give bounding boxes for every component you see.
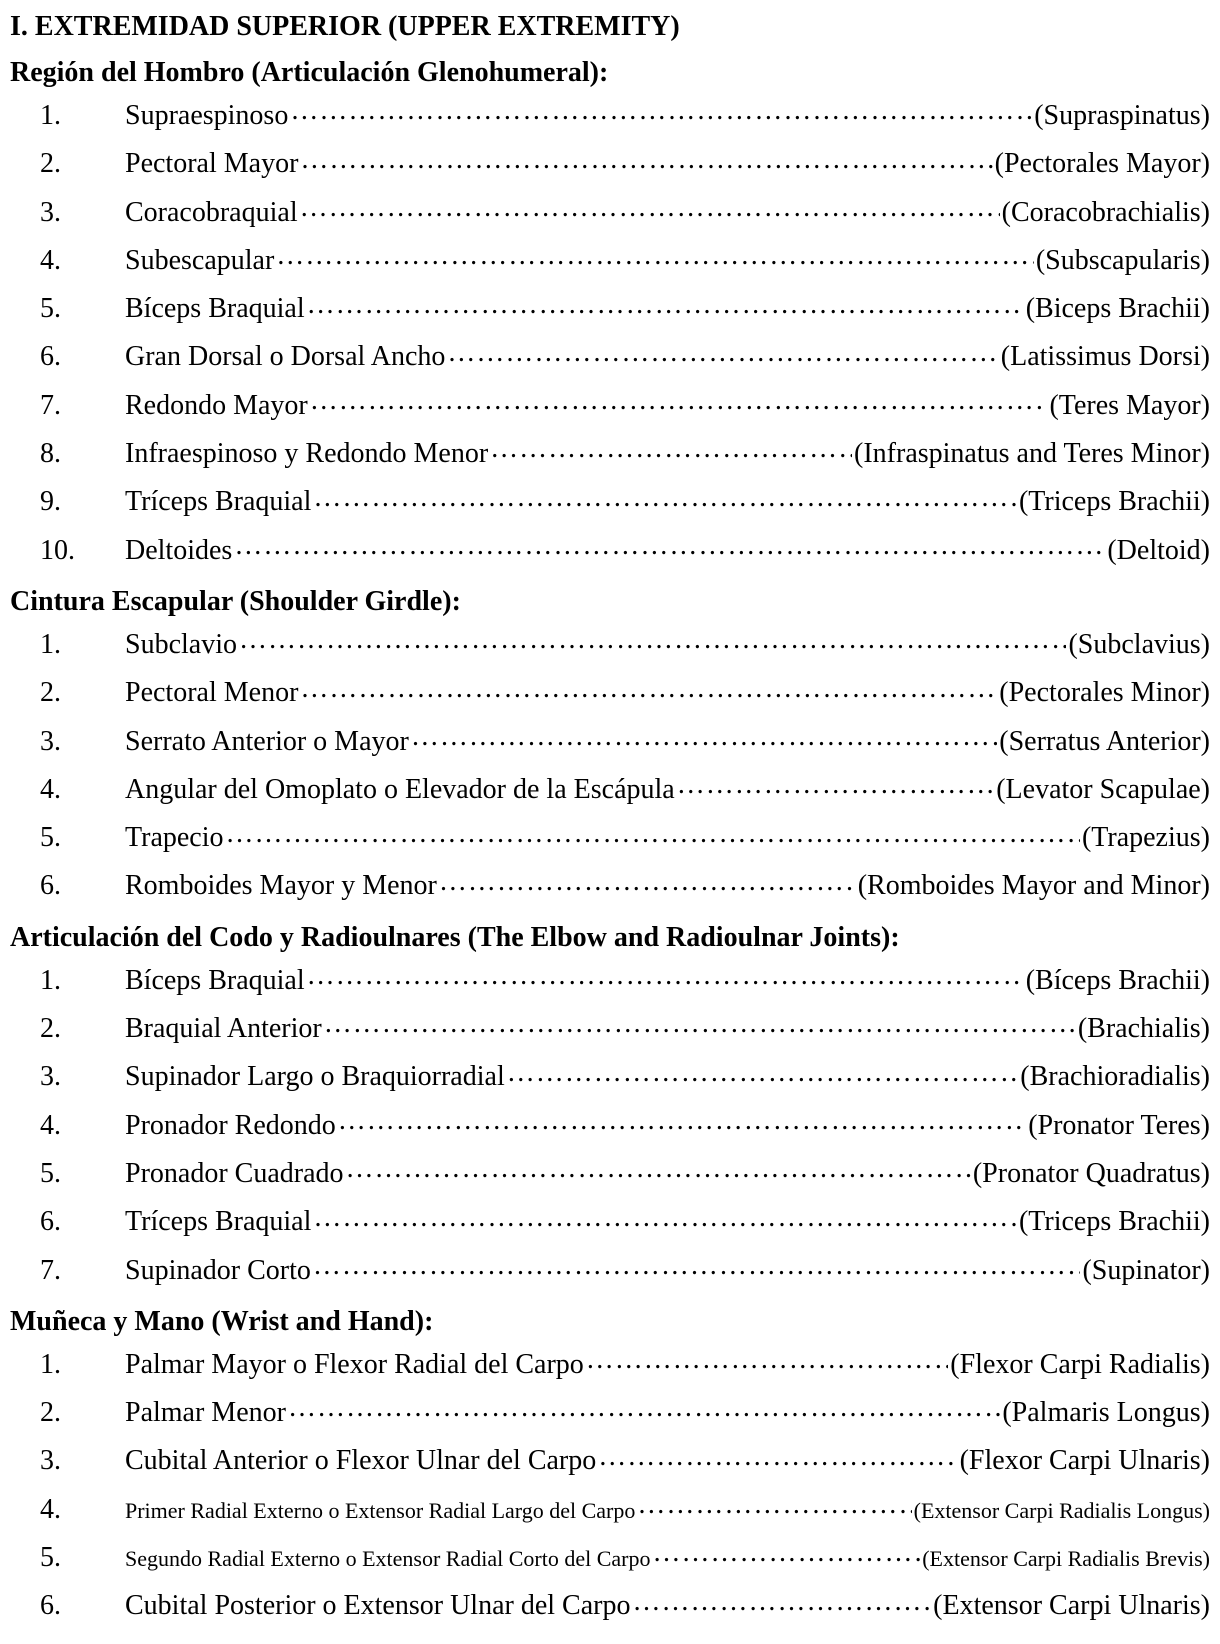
- english-name: (Supraspinatus): [1034, 100, 1210, 131]
- item-number: 5.: [40, 1542, 61, 1574]
- dot-leader: [338, 1106, 1026, 1134]
- english-name: (Bíceps Brachii): [1025, 964, 1210, 996]
- section-heading: Muñeca y Mano (Wrist and Hand):: [10, 1305, 434, 1337]
- dot-leader: [313, 1202, 1017, 1230]
- item-number: 1.: [40, 1348, 61, 1380]
- list-item: [10, 625, 1210, 673]
- english-name: (Pronator Quadratus): [972, 1157, 1210, 1189]
- dot-leader: [632, 1586, 931, 1614]
- item-number: 6.: [40, 1206, 61, 1238]
- list-item: [10, 531, 1210, 579]
- item-number: 1.: [40, 628, 61, 660]
- item-number: 4.: [40, 1493, 61, 1525]
- english-name: (Triceps Brachii): [1018, 486, 1210, 518]
- dot-leader: [439, 866, 856, 894]
- sections-container: [10, 50, 1210, 1635]
- english-name: (Palmaris Longus): [1002, 1397, 1210, 1429]
- english-name: (Levator Scapulae): [996, 773, 1210, 805]
- list-item: [10, 144, 1210, 192]
- spanish-name: Pronador Cuadrado: [125, 1157, 344, 1189]
- english-name: (Romboides Mayor and Minor): [857, 870, 1210, 902]
- item-number: 3.: [40, 1061, 61, 1093]
- document-title: I. EXTREMIDAD SUPERIOR (UPPER EXTREMITY): [10, 11, 680, 42]
- item-number: 3.: [40, 725, 61, 757]
- english-name: (Supinator): [1082, 1254, 1210, 1286]
- dot-leader: [288, 1393, 1000, 1421]
- spanish-name: Pronador Redondo: [125, 1109, 336, 1141]
- item-number: 1.: [40, 100, 61, 131]
- list-item: [10, 1202, 1210, 1250]
- dot-leader: [310, 386, 1048, 414]
- spanish-name: Tríceps Braquial: [125, 1206, 312, 1238]
- dot-leader: [313, 1251, 1081, 1279]
- item-number: 4.: [40, 244, 61, 276]
- item-number: 2.: [40, 677, 61, 709]
- spanish-name: Trapecio: [125, 822, 224, 854]
- spanish-name: Braquial Anterior: [125, 1013, 322, 1045]
- list-item: [10, 961, 1210, 1009]
- english-name: (Pectorales Minor): [999, 677, 1210, 709]
- item-number: 4.: [40, 1109, 61, 1141]
- spanish-name: Palmar Mayor o Flexor Radial del Carpo: [125, 1348, 584, 1380]
- list-item: [10, 1393, 1210, 1441]
- english-name: (Subclavius): [1068, 628, 1210, 660]
- item-number: 6.: [40, 1590, 61, 1622]
- item-number: 9.: [40, 486, 61, 518]
- item-number: 10.: [40, 534, 75, 566]
- list-item: [10, 1154, 1210, 1202]
- list-item: [10, 289, 1210, 337]
- list-item: [10, 1009, 1210, 1057]
- english-name: (Latissimus Dorsi): [1000, 341, 1210, 373]
- dot-leader: [411, 722, 997, 750]
- item-number: 2.: [40, 148, 61, 180]
- spanish-name: Subescapular: [125, 244, 275, 276]
- spanish-name: Cubital Posterior o Extensor Ulnar del Carpo: [125, 1590, 631, 1622]
- list-item: [10, 1441, 1210, 1489]
- item-number: 2.: [40, 1013, 61, 1045]
- spanish-name: Bíceps Braquial: [125, 964, 305, 996]
- item-number: 8.: [40, 438, 61, 470]
- spanish-name: Supraespinoso: [125, 100, 289, 131]
- section-heading: Región del Hombro (Articulación Glenohumeral):: [10, 57, 609, 88]
- english-name: (Extensor Carpi Radialis Longus): [913, 1497, 1210, 1523]
- item-number: 7.: [40, 1254, 61, 1286]
- list-item: [10, 1490, 1210, 1538]
- english-name: (Subscapularis): [1035, 244, 1210, 276]
- list-item: [10, 866, 1210, 914]
- item-number: 2.: [40, 1397, 61, 1429]
- spanish-name: Supinador Corto: [125, 1254, 311, 1286]
- english-name: (Triceps Brachii): [1018, 1206, 1210, 1238]
- dot-leader: [234, 531, 1105, 559]
- list-item: [10, 673, 1210, 721]
- list-item: [10, 434, 1210, 482]
- spanish-name: Supinador Largo o Braquiorradial: [125, 1061, 505, 1093]
- english-name: (Pectorales Mayor): [994, 148, 1210, 180]
- english-name: (Extensor Carpi Radialis Brevis): [922, 1546, 1210, 1572]
- item-number: 5.: [40, 293, 61, 325]
- dot-leader: [307, 289, 1024, 317]
- english-name: (Brachioradialis): [1020, 1061, 1210, 1093]
- dot-leader: [290, 96, 1032, 124]
- dot-leader: [652, 1538, 920, 1566]
- english-name: (Flexor Carpi Radialis): [950, 1348, 1210, 1380]
- dot-leader: [300, 193, 1000, 221]
- dot-leader: [300, 673, 997, 701]
- dot-leader: [507, 1057, 1019, 1085]
- english-name: (Teres Mayor): [1049, 389, 1210, 421]
- dot-leader: [324, 1009, 1076, 1037]
- dot-leader: [447, 337, 998, 365]
- section-heading: Cintura Escapular (Shoulder Girdle):: [10, 585, 461, 617]
- list-item: [10, 1586, 1210, 1634]
- english-name: (Brachialis): [1077, 1013, 1210, 1045]
- dot-leader: [307, 961, 1024, 989]
- list-item: [10, 1538, 1210, 1586]
- dot-leader: [490, 434, 852, 462]
- english-name: (Pronator Teres): [1028, 1109, 1210, 1141]
- spanish-name: Tríceps Braquial: [125, 486, 312, 518]
- spanish-name: Coracobraquial: [125, 196, 298, 228]
- list-item: [10, 386, 1210, 434]
- list-item: [10, 482, 1210, 530]
- english-name: (Biceps Brachii): [1025, 293, 1210, 325]
- item-number: 3.: [40, 1445, 61, 1477]
- dot-leader: [586, 1345, 948, 1373]
- list-item: [10, 241, 1210, 289]
- spanish-name: Palmar Menor: [125, 1397, 286, 1429]
- list-item: [10, 193, 1210, 241]
- english-name: (Flexor Carpi Ulnaris): [959, 1445, 1210, 1477]
- dot-leader: [300, 144, 992, 172]
- spanish-name: Pectoral Menor: [125, 677, 299, 709]
- item-number: 6.: [40, 341, 61, 373]
- spanish-name: Primer Radial Externo o Extensor Radial Largo del Carpo: [125, 1497, 636, 1523]
- dot-leader: [637, 1490, 911, 1518]
- list-item: [10, 1345, 1210, 1393]
- english-name: (Coracobrachialis): [1001, 196, 1210, 228]
- spanish-name: Segundo Radial Externo o Extensor Radial Corto del Carpo: [125, 1546, 651, 1572]
- list-item: [10, 770, 1210, 818]
- english-name: (Extensor Carpi Ulnaris): [933, 1590, 1210, 1622]
- item-number: 5.: [40, 822, 61, 854]
- dot-leader: [313, 482, 1017, 510]
- english-name: (Trapezius): [1081, 822, 1210, 854]
- list-item: [10, 1251, 1210, 1299]
- english-name: (Deltoid): [1107, 534, 1210, 566]
- section-heading: Articulación del Codo y Radioulnares (The Elbow and Radioulnar Joints):: [10, 921, 900, 953]
- spanish-name: Subclavio: [125, 628, 237, 660]
- item-number: 7.: [40, 389, 61, 421]
- list-item: [10, 818, 1210, 866]
- spanish-name: Serrato Anterior o Mayor: [125, 725, 409, 757]
- spanish-name: Pectoral Mayor: [125, 148, 299, 180]
- item-number: 5.: [40, 1157, 61, 1189]
- dot-leader: [677, 770, 995, 798]
- item-number: 3.: [40, 196, 61, 228]
- list-item: [10, 1057, 1210, 1105]
- item-number: 6.: [40, 870, 61, 902]
- list-item: [10, 1106, 1210, 1154]
- spanish-name: Infraespinoso y Redondo Menor: [125, 438, 489, 470]
- spanish-name: Angular del Omoplato o Elevador de la Escápula: [125, 773, 675, 805]
- document-page: [10, 0, 1210, 1635]
- english-name: (Serratus Anterior): [999, 725, 1210, 757]
- spanish-name: Deltoides: [125, 534, 233, 566]
- list-item: [10, 722, 1210, 770]
- spanish-name: Gran Dorsal o Dorsal Ancho: [125, 341, 446, 373]
- dot-leader: [276, 241, 1034, 269]
- spanish-name: Cubital Anterior o Flexor Ulnar del Carpo: [125, 1445, 597, 1477]
- dot-leader: [598, 1441, 957, 1469]
- list-item: [10, 337, 1210, 385]
- spanish-name: Redondo Mayor: [125, 389, 308, 421]
- spanish-name: Romboides Mayor y Menor: [125, 870, 437, 902]
- item-number: 4.: [40, 773, 61, 805]
- english-name: (Infraspinatus and Teres Minor): [854, 438, 1210, 470]
- list-item: [10, 96, 1210, 144]
- item-number: 1.: [40, 964, 61, 996]
- spanish-name: Bíceps Braquial: [125, 293, 305, 325]
- dot-leader: [239, 625, 1066, 653]
- dot-leader: [226, 818, 1080, 846]
- dot-leader: [346, 1154, 971, 1182]
